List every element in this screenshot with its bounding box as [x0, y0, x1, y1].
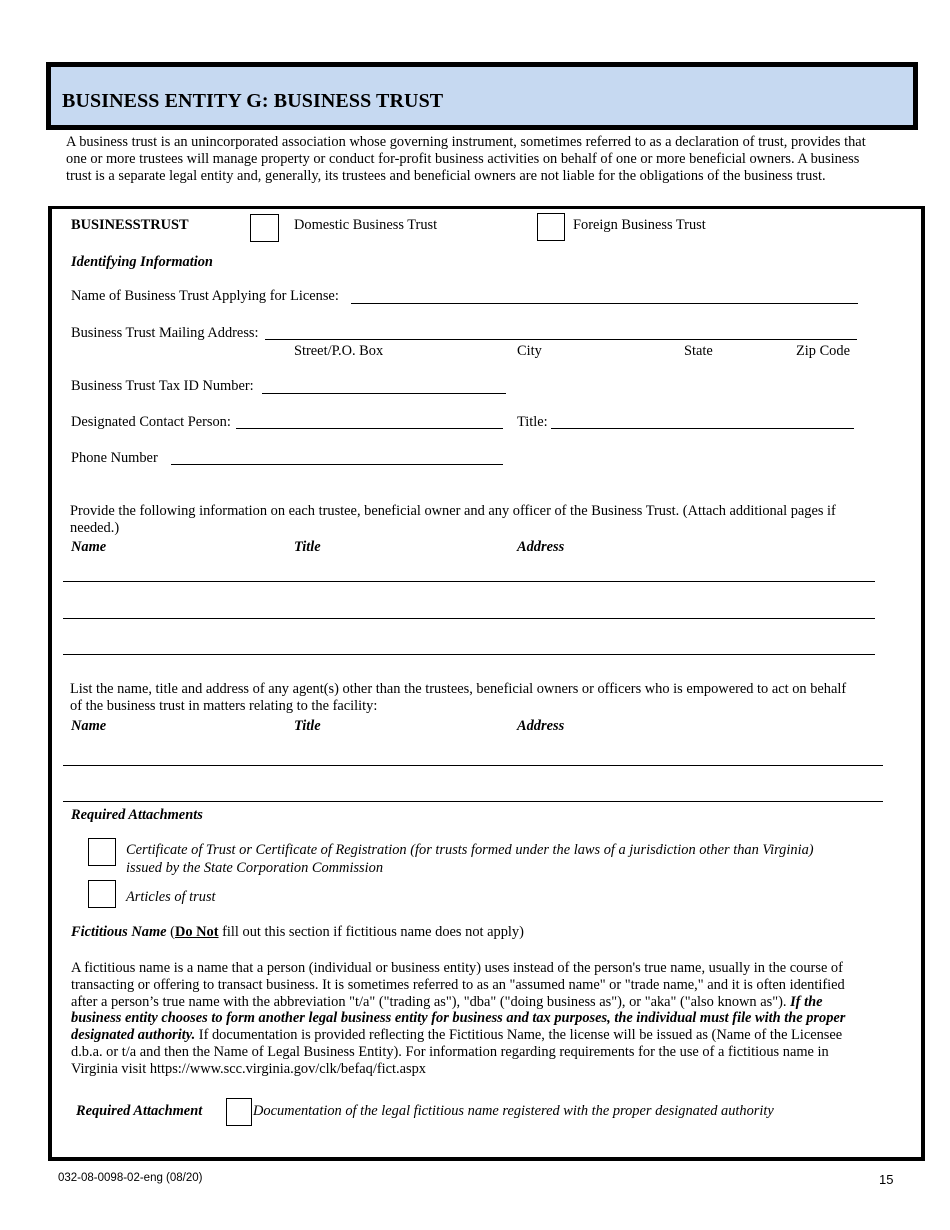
page-number: 15	[879, 1172, 894, 1187]
do-not-emphasis: Do Not	[174, 924, 219, 940]
trustee-entry-line[interactable]	[63, 618, 875, 619]
tax-id-label: Business Trust Tax ID Number:	[71, 378, 254, 394]
agents-instruction: List the name, title and address of any agent(s) other than the trustees, beneficial owners or officers who is empowered to act on behalf of the business trust in matters relating to the facility:	[70, 681, 847, 714]
foreign-trust-checkbox[interactable]	[537, 213, 565, 241]
trustees-instruction: Provide the following information on each trustee, beneficial owner and any officer of the Business Trust. (Attach additional pages if needed.)	[70, 503, 836, 536]
agents-col-title: Title	[294, 718, 321, 734]
business-trust-label: BUSINESSTRUST	[71, 217, 189, 233]
trust-name-field[interactable]	[351, 303, 858, 304]
section-title: BUSINESS ENTITY G: BUSINESS TRUST	[62, 90, 444, 112]
phone-number-label: Phone Number	[71, 450, 158, 466]
certificate-of-trust-label-cont: issued by the State Corporation Commission	[126, 860, 384, 876]
agent-entry-line[interactable]	[63, 765, 883, 766]
fictitious-name-heading-row	[71, 923, 524, 941]
required-attachment-label: Required Attachment	[76, 1103, 203, 1119]
contact-title-label: Title:	[517, 414, 548, 430]
address-street-caption: Street/P.O. Box	[294, 343, 384, 359]
fictitious-heading-rest: fill out this section if fictitious name does not apply)	[218, 924, 524, 940]
fictitious-name-paragraph	[71, 960, 863, 1078]
domestic-trust-checkbox[interactable]	[250, 214, 279, 242]
fictitious-name-heading: Fictitious Name	[71, 924, 167, 940]
articles-of-trust-label: Articles of trust	[126, 889, 216, 905]
trustees-col-title: Title	[294, 539, 321, 555]
identifying-info-heading: Identifying Information	[71, 254, 213, 270]
mailing-address-field[interactable]	[265, 339, 857, 340]
trustee-entry-line[interactable]	[63, 654, 875, 655]
trustees-col-name: Name	[71, 539, 107, 555]
certificate-of-trust-label: Certificate of Trust or Certificate of Registration (for trusts formed under the laws of a jurisdiction other than Virginia)	[126, 842, 814, 858]
trustee-entry-line[interactable]	[63, 581, 875, 582]
foreign-trust-label: Foreign Business Trust	[573, 217, 706, 233]
intro-paragraph: A business trust is an unincorporated association whose governing instrument, sometimes referred to as a declaration of trust, provides that one or more trustees will manage property or conduct for-profit business activities on behalf of one or more beneficial owners. A business trust is a separate legal entity and, generally, its trustees and beneficial owners are not liable for the obligations of the business trust.	[66, 134, 866, 184]
contact-person-field[interactable]	[236, 428, 503, 429]
fictitious-doc-label: Documentation of the legal fictitious name registered with the proper designated authority	[253, 1103, 774, 1119]
mailing-address-label: Business Trust Mailing Address:	[71, 325, 259, 341]
form-code: 032-08-0098-02-eng (08/20)	[58, 1172, 203, 1184]
trust-name-label: Name of Business Trust Applying for License:	[71, 288, 339, 304]
agents-col-address: Address	[517, 718, 565, 734]
fictitious-para-bold: If the business entity chooses to form another legal business entity for business and tax purposes, the individual must file with the proper designated authority.	[71, 993, 846, 1044]
tax-id-field[interactable]	[262, 393, 506, 394]
fictitious-para-part1: A fictitious name is a name that a person (individual or business entity) uses instead of the person's true name, usually in the course of transacting or offering to transact business. It is sometimes referred to as an "assumed name" or "trade name," and it is often identified after a person’s true name with the abbreviation "t/a" ("trading as"), "dba" ("doing business as"), or "aka" ("also known as").	[71, 960, 845, 1010]
phone-number-field[interactable]	[171, 464, 503, 465]
trustees-col-address: Address	[517, 539, 565, 555]
required-attachments-heading: Required Attachments	[71, 807, 203, 823]
fictitious-para-part2: If documentation is provided reflecting the Fictitious Name, the license will be issued as (Name of the Licensee d.b.a. or t/a and then the Name of Legal Business Entity). For information regarding requirements for the use of a fictitious name in Virginia visit https://www.scc.virginia.gov/clk/befaq/fict.aspx	[71, 1027, 843, 1077]
address-city-caption: City	[517, 343, 542, 359]
address-zip-caption: Zip Code	[796, 343, 850, 359]
fictitious-paren: (	[170, 924, 175, 940]
articles-of-trust-checkbox[interactable]	[88, 880, 116, 908]
fictitious-doc-checkbox[interactable]	[226, 1098, 252, 1126]
agents-col-name: Name	[71, 718, 107, 734]
certificate-of-trust-checkbox[interactable]	[88, 838, 116, 866]
contact-title-field[interactable]	[551, 428, 854, 429]
contact-person-label: Designated Contact Person:	[71, 414, 231, 430]
agent-entry-line[interactable]	[63, 801, 883, 802]
domestic-trust-label: Domestic Business Trust	[294, 217, 438, 233]
address-state-caption: State	[684, 343, 713, 359]
